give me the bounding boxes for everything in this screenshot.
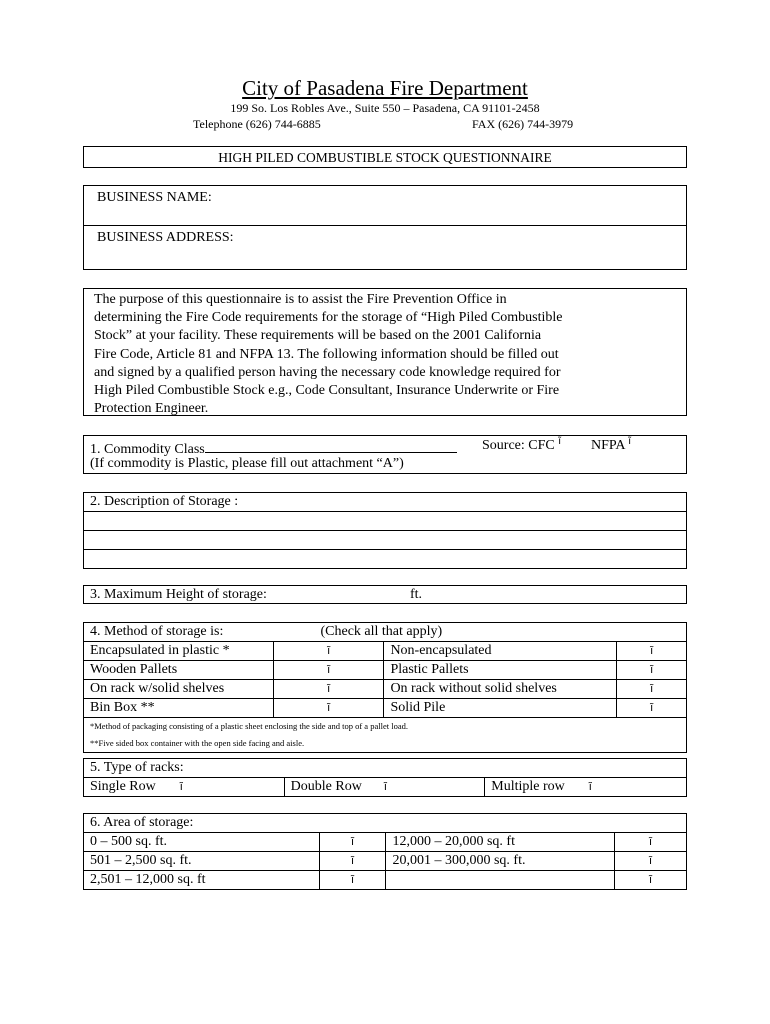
rack-option-label: Multiple row xyxy=(491,779,565,794)
max-height-section[interactable] xyxy=(83,585,687,604)
commodity-class-label: 1. Commodity Class xyxy=(90,442,205,457)
method-option-label: Bin Box ** xyxy=(84,699,274,718)
checkbox-icon[interactable]: ĩ xyxy=(588,780,592,793)
storage-area-table xyxy=(83,813,687,890)
purpose-line: Stock” at your facility. These requirements will be based on the 2001 California xyxy=(94,328,542,344)
rack-option-double[interactable] xyxy=(284,778,485,797)
purpose-line: Fire Code, Article 81 and NFPA 13. The following information should be filled out xyxy=(94,346,559,362)
area-checkbox[interactable] xyxy=(319,852,386,871)
rack-option-label: Double Row xyxy=(290,779,362,794)
method-option-label: Encapsulated in plastic * xyxy=(84,642,274,661)
method-checkbox[interactable] xyxy=(273,699,384,718)
checkbox-icon[interactable]: ĩ xyxy=(327,701,331,714)
footnote-encapsulated: *Method of packaging consisting of a plastic sheet enclosing the side and top of a pallet load. xyxy=(90,721,408,731)
storage-description-line[interactable] xyxy=(84,531,686,550)
business-name-field[interactable] xyxy=(84,186,686,226)
method-checkbox[interactable] xyxy=(273,680,384,699)
method-checkbox[interactable] xyxy=(273,661,384,680)
checkbox-icon[interactable]: ĩ xyxy=(383,780,387,793)
method-checkbox[interactable] xyxy=(273,642,384,661)
source-label: Source: CFC xyxy=(482,438,555,453)
business-address-field[interactable] xyxy=(84,226,686,246)
checkbox-icon[interactable]: ĩ xyxy=(649,854,653,867)
purpose-line: High Piled Combustible Stock e.g., Code Consultant, Insurance Underwrite or Fire xyxy=(94,383,560,399)
business-address-label: BUSINESS ADDRESS: xyxy=(97,230,234,245)
storage-description-label: 2. Description of Storage : xyxy=(84,493,686,512)
rack-type-label: 5. Type of racks: xyxy=(84,759,687,778)
area-option-label: 12,000 – 20,000 sq. ft xyxy=(386,833,615,852)
area-option-label: 0 – 500 sq. ft. xyxy=(84,833,320,852)
checkbox-icon[interactable]: ĩ xyxy=(327,644,331,657)
height-unit: ft. xyxy=(410,587,423,602)
checkbox-icon[interactable]: ĩ xyxy=(649,873,653,886)
purpose-line: The purpose of this questionnaire is to assist the Fire Prevention Office in xyxy=(94,292,507,307)
purpose-statement xyxy=(83,288,687,416)
method-option-label: Solid Pile xyxy=(384,699,617,718)
purpose-line: Protection Engineer. xyxy=(94,401,209,417)
method-option-label: On rack without solid shelves xyxy=(384,680,617,699)
checkbox-icon[interactable]: ĩ xyxy=(351,854,355,867)
plastic-attachment-note: (If commodity is Plastic, please fill out attachment “A”) xyxy=(90,456,404,471)
commodity-class-input[interactable] xyxy=(205,438,457,453)
area-option-label: 2,501 – 12,000 sq. ft xyxy=(84,871,320,890)
department-title: City of Pasadena Fire Department xyxy=(242,76,528,100)
check-all-note: (Check all that apply) xyxy=(320,624,443,639)
method-option-label: On rack w/solid shelves xyxy=(84,680,274,699)
commodity-class-section xyxy=(83,435,687,474)
checkbox-icon[interactable]: ĩ xyxy=(650,701,654,714)
checkbox-icon[interactable]: ĩ xyxy=(650,644,654,657)
department-address: 199 So. Los Robles Ave., Suite 550 – Pasadena, CA 91101-2458 xyxy=(230,101,540,115)
department-fax: FAX (626) 744-3979 xyxy=(472,117,574,131)
rack-option-label: Single Row xyxy=(90,779,156,794)
storage-method-table xyxy=(83,622,687,753)
method-option-label: Non-encapsulated xyxy=(384,642,617,661)
storage-description-line[interactable] xyxy=(84,512,686,531)
area-checkbox[interactable] xyxy=(319,833,386,852)
area-checkbox[interactable] xyxy=(319,871,386,890)
method-checkbox[interactable] xyxy=(617,699,687,718)
area-checkbox[interactable] xyxy=(615,833,687,852)
department-telephone: Telephone (626) 744-6885 xyxy=(193,117,321,131)
purpose-line: determining the Fire Code requirements for the storage of “High Piled Combustible xyxy=(94,310,563,326)
rack-type-table xyxy=(83,758,687,797)
business-info-section xyxy=(83,185,687,270)
rack-option-single[interactable] xyxy=(84,778,285,797)
nfpa-checkbox-icon[interactable]: ĩ xyxy=(628,436,632,447)
method-checkbox[interactable] xyxy=(617,642,687,661)
checkbox-icon[interactable]: ĩ xyxy=(179,780,183,793)
checkbox-icon[interactable]: ĩ xyxy=(351,873,355,886)
method-checkbox[interactable] xyxy=(617,661,687,680)
storage-description-line[interactable] xyxy=(84,550,686,569)
checkbox-icon[interactable]: ĩ xyxy=(650,663,654,676)
cfc-checkbox-icon[interactable]: ĩ xyxy=(558,436,562,447)
area-checkbox[interactable] xyxy=(615,871,687,890)
purpose-line: and signed by a qualified person having the necessary code knowledge required for xyxy=(94,364,561,380)
nfpa-label: NFPA xyxy=(591,438,625,453)
max-height-label: 3. Maximum Height of storage: xyxy=(90,587,267,602)
area-option-label: 20,001 – 300,000 sq. ft. xyxy=(386,852,615,871)
method-option-label: Wooden Pallets xyxy=(84,661,274,680)
form-title: HIGH PILED COMBUSTIBLE STOCK QUESTIONNAIRE xyxy=(83,146,687,168)
storage-area-label: 6. Area of storage: xyxy=(84,814,687,833)
footnote-bin-box: **Five sided box container with the open side facing and aisle. xyxy=(90,738,305,748)
rack-option-multiple[interactable] xyxy=(485,778,687,797)
checkbox-icon[interactable]: ĩ xyxy=(351,835,355,848)
area-checkbox[interactable] xyxy=(615,852,687,871)
checkbox-icon[interactable]: ĩ xyxy=(650,682,654,695)
storage-method-label: 4. Method of storage is: xyxy=(90,624,224,639)
method-option-label: Plastic Pallets xyxy=(384,661,617,680)
storage-description-section xyxy=(83,492,687,569)
area-option-label xyxy=(386,871,615,890)
checkbox-icon[interactable]: ĩ xyxy=(327,682,331,695)
method-checkbox[interactable] xyxy=(617,680,687,699)
checkbox-icon[interactable]: ĩ xyxy=(649,835,653,848)
area-option-label: 501 – 2,500 sq. ft. xyxy=(84,852,320,871)
checkbox-icon[interactable]: ĩ xyxy=(327,663,331,676)
business-name-label: BUSINESS NAME: xyxy=(97,190,212,205)
